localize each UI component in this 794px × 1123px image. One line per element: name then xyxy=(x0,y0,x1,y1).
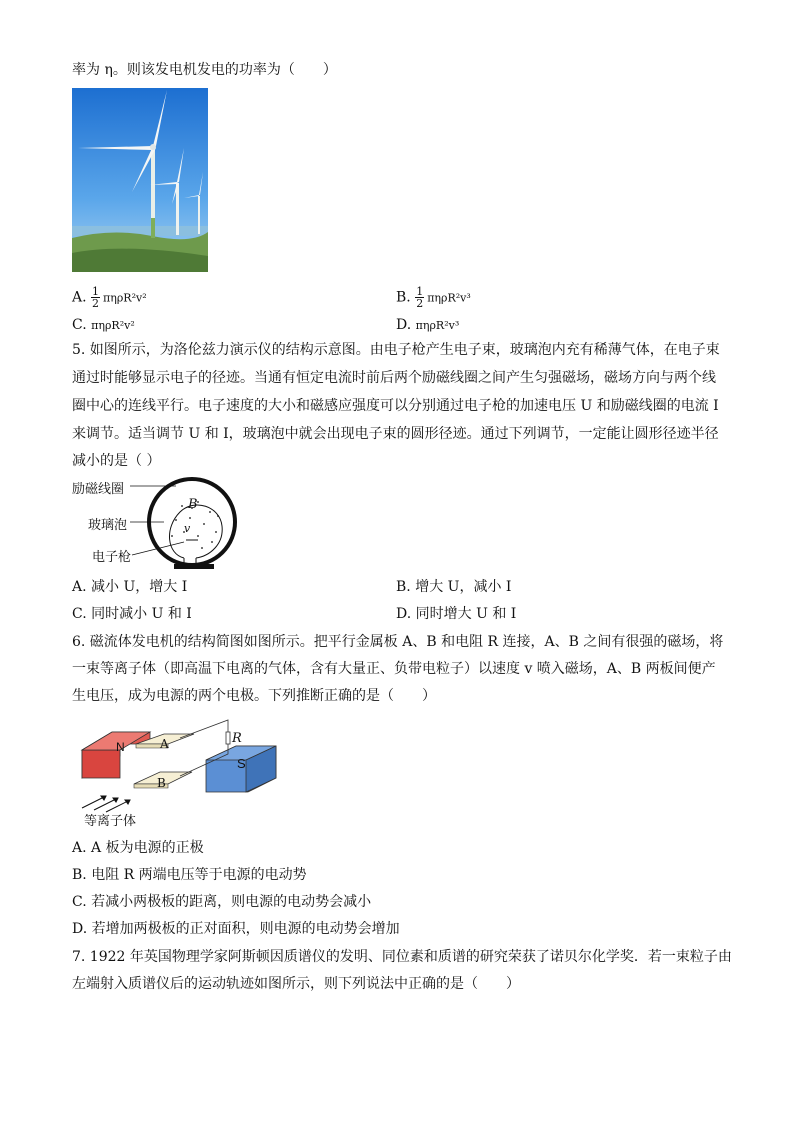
label-plate-a: A xyxy=(160,737,169,751)
q4-option-b[interactable]: B. $\frac{1}{2}$ πηρR²v³ xyxy=(396,285,471,310)
q4-option-a[interactable]: A. $\frac{1}{2}$ πηρR²v² xyxy=(72,285,147,310)
q5-option-d[interactable]: D. 同时增大 U 和 I xyxy=(396,606,517,622)
q6-option-c[interactable]: C. 若减小两极板的距离，则电源的电动势会减小 xyxy=(72,894,372,910)
q5-option-a[interactable]: A. 减小 U，增大 I xyxy=(72,579,188,595)
q5-option-c[interactable]: C. 同时减小 U 和 I xyxy=(72,606,192,622)
mhd-generator-figure xyxy=(76,716,282,816)
q4-option-d[interactable]: D. πηρR²v³ xyxy=(396,317,460,333)
q5-stem-line-2: 通过时能够显示电子的径迹。当通有恒定电流时前后两个励磁线圈之间产生匀强磁场，磁场方向与两个线 xyxy=(72,370,716,386)
label-north: N xyxy=(116,740,125,754)
q5-option-b[interactable]: B. 增大 U，减小 I xyxy=(396,579,512,595)
label-bulb: 玻璃泡 xyxy=(88,518,128,533)
q6-stem-line-1: 6. 磁流体发电机的结构简图如图所示。把平行金属板 A、B 和电阻 R 连接，A、B 之间有很强的磁场，将 xyxy=(72,634,724,650)
label-plate-b: B xyxy=(157,776,166,790)
q5-stem-line-4: 来调节。适当调节 U 和 I，玻璃泡中就会出现电子束的圆形径迹。通过下列调节，一定能让圆形径迹半径 xyxy=(72,426,719,442)
q6-stem-line-2: 一束等离子体（即高温下电离的气体，含有大量正、负带电粒子）以速度 v 喷入磁场，A、B 两板间便产 xyxy=(72,661,716,677)
label-b-field: B xyxy=(188,497,198,512)
label-velocity: v xyxy=(184,522,191,535)
label-gun: 电子枪 xyxy=(92,550,132,565)
q4-option-c[interactable]: C. πηρR²v² xyxy=(72,317,135,333)
q7-stem-line-2: 左端射入质谱仪后的运动轨迹如图所示，则下列说法中正确的是（ ） xyxy=(72,976,520,992)
q7-stem-line-1: 7. 1922 年英国物理学家阿斯顿因质谱仪的发明、同位素和质谱的研究荣获了诺贝尔化学奖．若一束粒子由 xyxy=(72,949,732,965)
q5-stem-line-5: 减小的是（ ） xyxy=(72,453,161,469)
q6-option-a[interactable]: A. A 板为电源的正极 xyxy=(72,840,204,856)
q5-stem-line-3: 圈中心的连线平行。电子速度的大小和磁感应强度可以分别通过电子枪的加速电压 U 和励磁线圈的电流 I xyxy=(72,398,719,414)
label-south: S xyxy=(237,756,246,771)
fraction: $\frac{1}{2}$ xyxy=(416,285,424,310)
q5-stem-line-1: 5. 如图所示，为洛伦兹力演示仪的结构示意图。由电子枪产生电子束，玻璃泡内充有稀薄气体，在电子束 xyxy=(72,342,720,358)
fraction: $\frac{1}{2}$ xyxy=(92,285,100,310)
wind-turbine-photo xyxy=(72,88,208,272)
label-resistor: R xyxy=(232,731,242,746)
q6-stem-line-3: 生电压，成为电源的两个电极。下列推断正确的是（ ） xyxy=(72,688,436,704)
label-coil: 励磁线圈 xyxy=(72,482,125,497)
q6-option-d[interactable]: D. 若增加两极板的正对面积，则电源的电动势会增加 xyxy=(72,921,400,937)
label-plasma: 等离子体 xyxy=(84,814,137,829)
q6-option-b[interactable]: B. 电阻 R 两端电压等于电源的电动势 xyxy=(72,867,307,883)
q4-stem-tail: 率为 η。则该发电机发电的功率为（ ） xyxy=(72,62,337,78)
